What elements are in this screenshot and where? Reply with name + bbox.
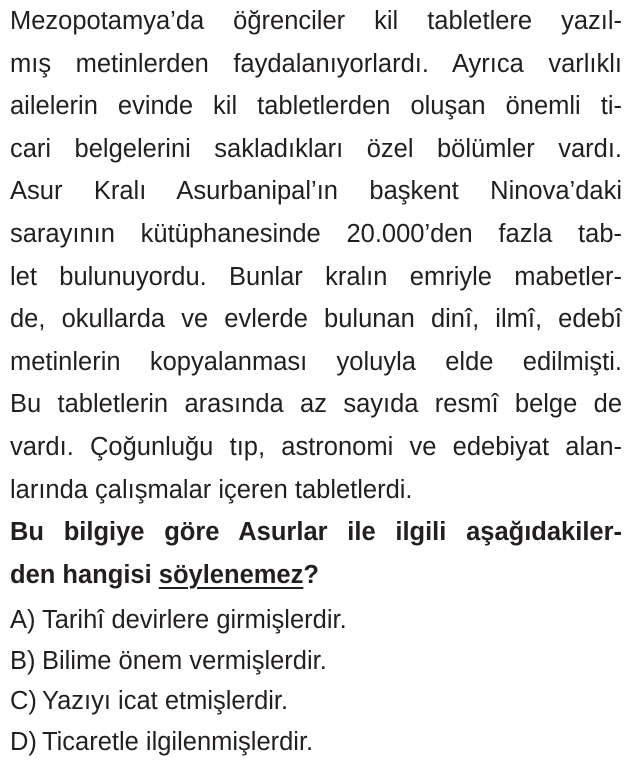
option-b[interactable] xyxy=(10,641,622,682)
question-page xyxy=(10,0,622,762)
option-c[interactable] xyxy=(10,681,622,722)
question-prefix: den hangisi xyxy=(10,560,159,589)
question-line: Bu bilgiye göre Asurlar ile ilgili aşağıdakiler- xyxy=(10,518,622,547)
passage-line: mış metinlerden faydalanıyorlardı. Ayrıca varlıklı xyxy=(10,49,622,78)
passage-line: Bu tabletlerin arasında az sayıda resmî belge de xyxy=(10,390,622,419)
passage-line: ailelerin evinde kil tabletlerden oluşan önemli ti- xyxy=(10,92,622,121)
option-text: Tarihî devirlere girmişlerdir. xyxy=(42,606,347,635)
option-letter: D) xyxy=(10,727,37,756)
passage-line: sarayının kütüphanesinde 20.000’den fazla tab- xyxy=(10,219,622,248)
passage-line: cari belgelerini sakladıkları özel bölümler vardı. xyxy=(10,134,622,163)
option-text: Ticaretle ilgilenmişlerdir. xyxy=(42,727,314,756)
option-text: Bilime önem vermişlerdir. xyxy=(42,646,327,675)
option-letter: C) xyxy=(10,687,37,716)
passage-line: larında çalışmalar içeren tabletlerdi. xyxy=(10,475,413,504)
option-letter: B) xyxy=(10,646,36,675)
passage-line: let bulunuyordu. Bunlar kralın emriyle mabetler- xyxy=(10,262,622,291)
option-letter: A) xyxy=(10,606,36,635)
question-mark: ? xyxy=(303,560,319,589)
passage-line: Mezopotamya’da öğrenciler kil tabletlere yazıl- xyxy=(10,7,622,35)
passage-line: vardı. Çoğunluğu tıp, astronomi ve edebiyat alan- xyxy=(10,432,622,461)
passage-text xyxy=(10,0,622,511)
question-emphasis: söylenemez xyxy=(158,560,304,589)
option-a[interactable] xyxy=(10,600,622,641)
passage-line: Asur Kralı Asurbanipal’ın başkent Ninova’daki xyxy=(10,177,622,206)
option-d[interactable] xyxy=(10,722,622,762)
question-stem xyxy=(10,511,622,596)
question-line xyxy=(10,554,622,597)
option-text: Yazıyı icat etmişlerdir. xyxy=(42,687,289,716)
answer-options xyxy=(10,600,622,762)
passage-line: metinlerin kopyalanması yoluyla elde edilmişti. xyxy=(10,347,622,376)
passage-line: de, okullarda ve evlerde bulunan dinî, ilmî, edebî xyxy=(10,305,622,334)
